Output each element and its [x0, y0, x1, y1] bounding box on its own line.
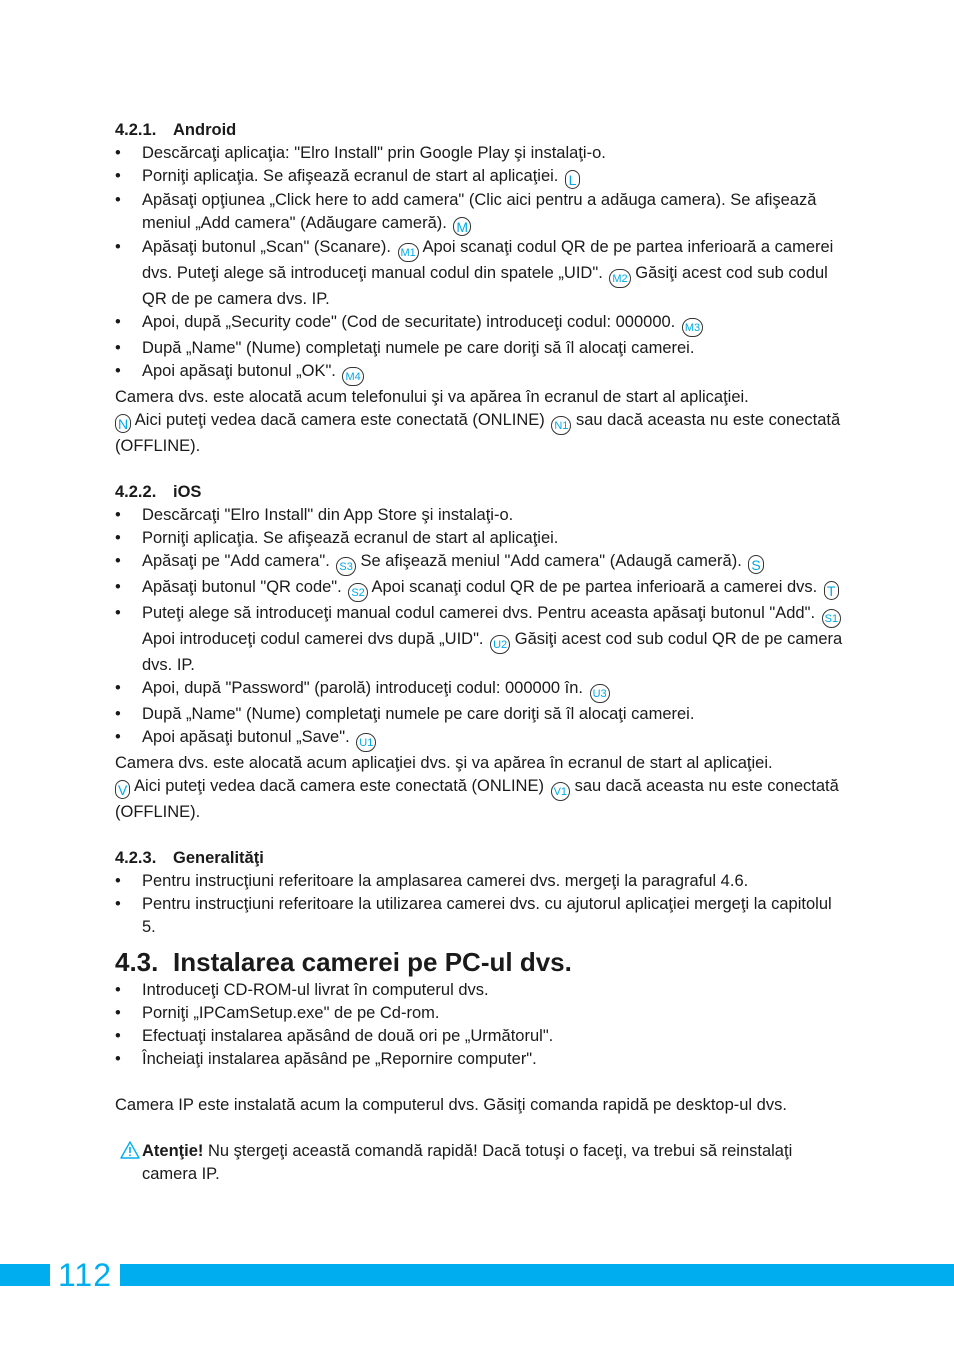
figure-ref-badge: V: [115, 780, 130, 799]
figure-ref-badge: U2: [490, 635, 510, 654]
figure-ref-badge: N1: [551, 416, 571, 435]
warning-label: Atenţie!: [142, 1142, 204, 1160]
list-item: • Apoi apăsaţi butonul „Save". U1: [115, 726, 845, 752]
footer-bar: [0, 1264, 954, 1286]
warning-icon: [120, 1141, 140, 1159]
figure-ref-badge: T: [824, 581, 839, 600]
list-item: • Apăsaţi butonul „Scan" (Scanare). M1 Apoi scanaţi codul QR de pe partea inferioară a camerei dvs. Puteţi alege să introduceţi manual codul din spatele „UID". M2 Găsiţi acest cod sub codul QR de pe camera dvs. IP.: [115, 238, 834, 308]
figure-ref-badge: U1: [356, 733, 376, 752]
figure-ref-badge: U3: [590, 684, 610, 703]
list-item: • Apăsaţi butonul "QR code". S2 Apoi scanaţi codul QR de pe partea inferioară a camerei dvs. T: [115, 576, 845, 602]
list-item: • După „Name" (Nume) completaţi numele pe care doriţi să îl alocaţi camerei.: [115, 339, 695, 357]
ios-heading: 4.2.2. iOS: [115, 483, 202, 501]
figure-ref-badge: S3: [336, 557, 355, 576]
figure-ref-badge: L: [565, 170, 580, 189]
android-status-text: N Aici puteţi vedea dacă camera este conectată (ONLINE) N1 sau dacă aceasta nu este conectată (OFFLINE).: [115, 411, 841, 455]
list-item: • Puteţi alege să introduceţi manual codul camerei dvs. Pentru aceasta apăsaţi butonul "Add". S1 Apoi introduceţi codul camerei dvs după „UID". U2 Găsiţi acest cod sub codul QR de pe camera dvs. IP.: [115, 604, 843, 674]
list-item: • Apăsaţi pe "Add camera". S3 Se afişează meniul "Add camera" (Adaugă cameră). S: [115, 550, 845, 576]
figure-ref-badge: M4: [342, 367, 363, 386]
installed-text: Camera IP este instalată acum la computerul dvs. Găsiţi comanda rapidă pe desktop-ul dvs.: [115, 1096, 787, 1114]
list-item: • Pentru instrucţiuni referitoare la utilizarea camerei dvs. cu ajutorul aplicaţiei mergeţi la capitolul 5.: [115, 895, 832, 936]
general-items: [115, 870, 845, 939]
document-body: [115, 119, 845, 1186]
figure-ref-badge: M: [453, 217, 471, 236]
page-number: 112: [57, 1257, 112, 1293]
page-number-box: [50, 1258, 120, 1292]
list-item: • Apoi apăsaţi butonul „OK". M4: [115, 360, 845, 386]
figure-ref-badge: N: [115, 414, 131, 433]
list-item: • Porniţi aplicaţia. Se afişează ecranul de start al aplicaţiei. L: [115, 165, 845, 189]
figure-ref-badge: M2: [609, 269, 630, 288]
android-result-text: Camera dvs. este alocată acum telefonului şi va apărea în ecranul de start al aplicaţiei.: [115, 388, 749, 406]
list-item: • Porniţi „IPCamSetup.exe" de pe Cd-rom.: [115, 1004, 440, 1022]
warning-note: Atenţie! Nu ştergeţi această comandă rapidă! Dacă totuşi o faceţi, va trebui să reinstalaţi camera IP.: [115, 1140, 845, 1186]
list-item: • Încheiaţi instalarea apăsând pe „Repornire computer".: [115, 1050, 537, 1068]
figure-ref-badge: M1: [398, 243, 419, 262]
figure-ref-badge: S2: [348, 583, 367, 602]
list-item: • După „Name" (Nume) completaţi numele pe care doriţi să îl alocaţi camerei.: [115, 705, 695, 723]
android-steps: [115, 142, 845, 386]
list-item: • Porniţi aplicaţia. Se afişează ecranul de start al aplicaţiei.: [115, 529, 559, 547]
pc-install-steps: [115, 979, 845, 1071]
list-item: • Apoi, după "Password" (parolă) introduceţi codul: 000000 în. U3: [115, 677, 845, 703]
section-heading: 4.3. Instalarea camerei pe PC-ul dvs.: [115, 947, 572, 977]
list-item: • Apăsaţi opţiunea „Click here to add camera" (Clic aici pentru a adăuga camera). Se afişează meniul „Add camera" (Adăugare cameră). M: [115, 191, 817, 235]
figure-ref-badge: S1: [822, 609, 841, 628]
list-item: • Apoi, după „Security code" (Cod de securitate) introduceţi codul: 000000. M3: [115, 311, 845, 337]
list-item: • Descărcaţi "Elro Install" din App Store şi instalaţi-o.: [115, 506, 514, 524]
list-item: • Efectuaţi instalarea apăsând de două ori pe „Următorul".: [115, 1027, 554, 1045]
figure-ref-badge: S: [748, 555, 763, 574]
android-heading: 4.2.1. Android: [115, 121, 237, 139]
list-item: • Introduceţi CD-ROM-ul livrat în computerul dvs.: [115, 981, 489, 999]
ios-steps: [115, 504, 845, 752]
list-item: • Descărcaţi aplicaţia: "Elro Install" prin Google Play şi instalaţi-o.: [115, 144, 606, 162]
list-item: • Pentru instrucţiuni referitoare la amplasarea camerei dvs. mergeţi la paragraful 4.6.: [115, 872, 749, 890]
ios-result-text: Camera dvs. este alocată acum aplicaţiei dvs. şi va apărea în ecranul de start al aplicaţiei.: [115, 754, 773, 772]
figure-ref-badge: M3: [682, 318, 703, 337]
ios-status-text: V Aici puteţi vedea dacă camera este conectată (ONLINE) V1 sau dacă aceasta nu este conectată (OFFLINE).: [115, 777, 839, 821]
general-heading: 4.2.3. Generalităţi: [115, 849, 264, 867]
figure-ref-badge: V1: [551, 782, 570, 801]
